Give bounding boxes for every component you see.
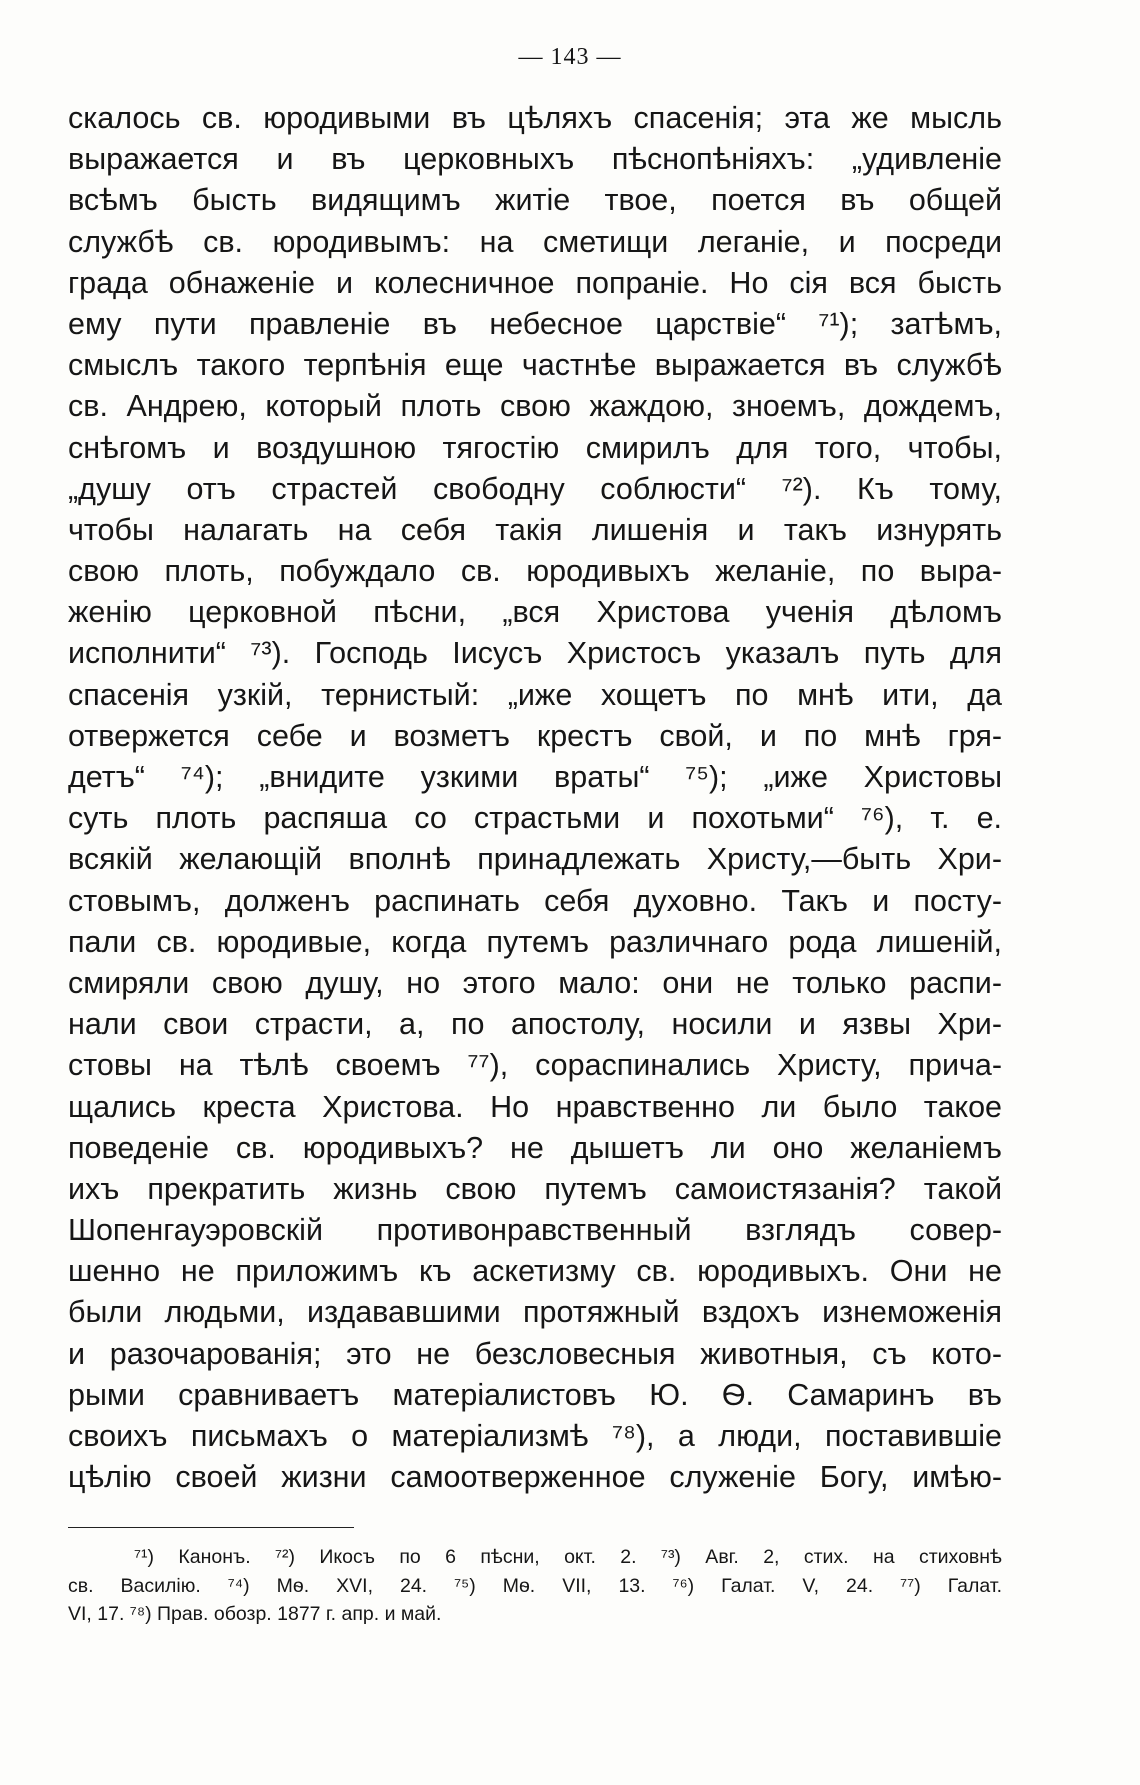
text-line: цѣлію своей жизни самоотверженное служеніе Богу, имѣю- bbox=[68, 1460, 1002, 1495]
text-line: ихъ прекратить жизнь свою путемъ самоистязанія? такой bbox=[68, 1171, 1002, 1206]
text-line: стовымъ, долженъ распинать себя духовно. Такъ и посту- bbox=[68, 883, 1002, 918]
text-line: чтобы налагать на себя такія лишенія и такъ изнурять bbox=[68, 512, 1002, 547]
footnotes bbox=[68, 1543, 1002, 1629]
text-line: ему пути правленіе въ небесное царствіе“ ⁷¹); затѣмъ, bbox=[68, 306, 1002, 341]
footnote-line: ⁷¹) Канонъ. ⁷²) Икосъ по 6 пѣсни, окт. 2. ⁷³) Авг. 2, стих. на стиховнѣ bbox=[134, 1546, 1002, 1568]
text-line: и разочарованія; это не безсловесныя животныя, съ кото- bbox=[68, 1336, 1002, 1371]
text-line: смиряли свою душу, но этого мало: они не только распи- bbox=[68, 965, 1002, 1000]
text-line: св. Андрею, который плоть свою жаждою, зноемъ, дождемъ, bbox=[68, 389, 1002, 424]
text-line: смыслъ такого терпѣнія еще частнѣе выражается въ службѣ bbox=[68, 348, 1002, 383]
text-line: шенно не приложимъ къ аскетизму св. юродивыхъ. Они не bbox=[68, 1254, 1002, 1289]
text-line: града обнаженіе и колесничное попраніе. Но сія вся бысть bbox=[68, 265, 1002, 300]
text-line: спасенія узкій, тернистый: „иже хощетъ по мнѣ ити, да bbox=[68, 677, 1002, 712]
text-line: женію церковной пѣсни, „вся Христова ученія дѣломъ bbox=[68, 595, 1002, 630]
text-line: суть плоть распяша со страстьми и похотьми“ ⁷⁶), т. е. bbox=[68, 801, 1002, 836]
text-line: стовы на тѣлѣ своемъ ⁷⁷), сораспинались Христу, прича- bbox=[68, 1048, 1002, 1083]
text-line: скалось св. юродивыми въ цѣляхъ спасенія; эта же мысль bbox=[68, 101, 1002, 135]
text-line: щались креста Христова. Но нравственно ли было такое bbox=[68, 1089, 1002, 1124]
text-line: исполнити“ ⁷³). Господь Іисусъ Христосъ указалъ путь для bbox=[68, 636, 1002, 671]
text-line: отвержется себе и возметъ крестъ свой, и по мнѣ гря- bbox=[68, 718, 1002, 753]
body-text bbox=[68, 98, 1002, 1498]
text-line: поведеніе св. юродивыхъ? не дышетъ ли оно желаніемъ bbox=[68, 1130, 1002, 1165]
text-line: своихъ письмахъ о матеріализмѣ ⁷⁸), а люди, поставившіе bbox=[68, 1419, 1002, 1453]
text-line: рыми сравниваетъ матеріалистовъ Ю. Ѳ. Самаринъ въ bbox=[68, 1377, 1002, 1412]
text-line: Шопенгауэровскій противонравственный взглядъ совер- bbox=[68, 1213, 1002, 1248]
text-line: нали свои страсти, а, по апостолу, носили и язвы Хри- bbox=[68, 1007, 1002, 1042]
page-number: — 143 — bbox=[518, 44, 622, 70]
text-line: были людьми, издававшими протяжный вздохъ изнеможенія bbox=[68, 1295, 1002, 1330]
text-line: пали св. юродивые, когда путемъ различнаго рода лишеній, bbox=[68, 924, 1002, 959]
footnote-line: VI, 17. ⁷⁸) Прав. обозр. 1877 г. апр. и май. bbox=[68, 1603, 442, 1625]
text-line: службѣ св. юродивымъ: на сметищи леганіе, и посреди bbox=[68, 224, 1002, 259]
text-line: свою плоть, побуждало св. юродивыхъ желаніе, по выра- bbox=[68, 554, 1002, 589]
text-line: детъ“ ⁷⁴); „внидите узкими враты“ ⁷⁵); „иже Христовы bbox=[68, 760, 1002, 794]
text-line: „душу отъ страстей свободну соблюсти“ ⁷²). Къ тому, bbox=[68, 471, 1002, 506]
text-line: всѣмъ бысть видящимъ житіе твое, поется въ общей bbox=[68, 183, 1002, 218]
footnote-divider bbox=[68, 1527, 354, 1528]
text-line: снѣгомъ и воздушною тягостію смирилъ для того, чтобы, bbox=[68, 430, 1002, 465]
footnote-line: св. Василію. ⁷⁴) Мѳ. XVI, 24. ⁷⁵) Мѳ. VII, 13. ⁷⁶) Галат. V, 24. ⁷⁷) Галат. bbox=[68, 1574, 1002, 1597]
text-line: выражается и въ церковныхъ пѣснопѣніяхъ: „удивленіе bbox=[68, 142, 1002, 177]
text-line: всякій желающій вполнѣ принадлежать Христу,—быть Хри- bbox=[68, 842, 1002, 877]
